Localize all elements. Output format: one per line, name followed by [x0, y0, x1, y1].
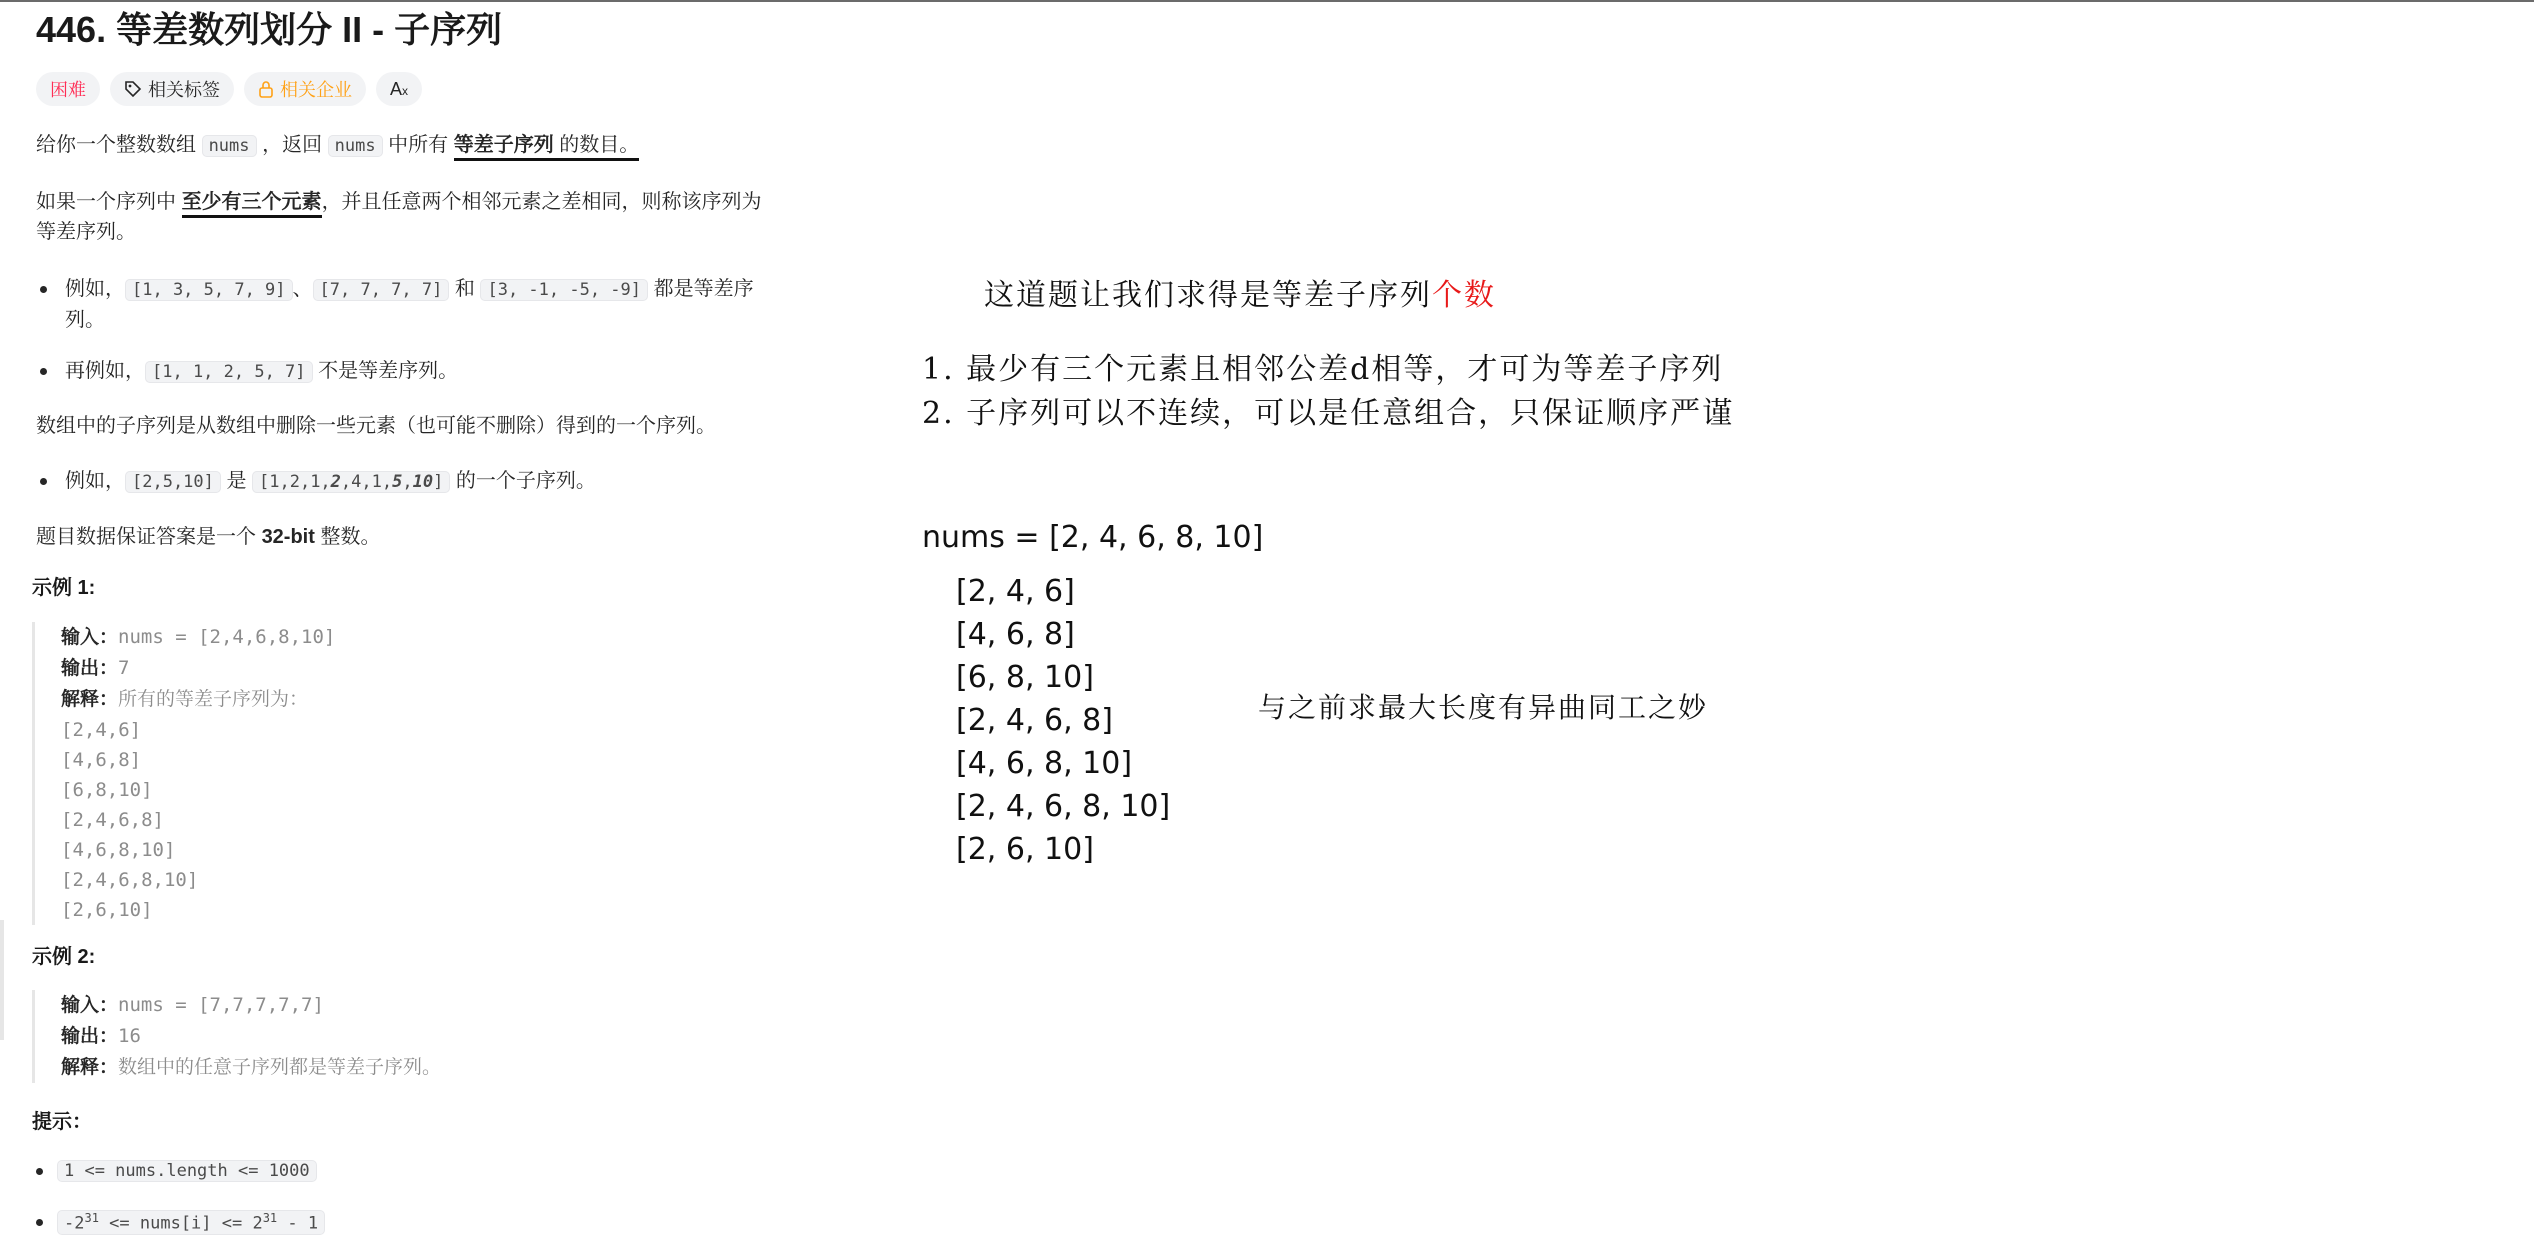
- font-size-icon: Ax: [390, 78, 409, 99]
- paragraph-guarantee: 题目数据保证答案是一个 32-bit 整数。: [36, 526, 381, 548]
- lock-icon: [258, 80, 274, 98]
- inline-code: nums: [202, 135, 257, 157]
- notes-subsequence: [4, 6, 8]: [956, 617, 1075, 652]
- difficulty-label: 困难: [50, 80, 86, 100]
- example-1-heading: 示例 1:: [32, 577, 96, 599]
- emphasis-text: 等差子序列: [453, 134, 554, 156]
- notes-example-array: nums = [2, 4, 6, 8, 10]: [922, 520, 1264, 555]
- bullet-icon: [36, 1168, 43, 1175]
- notes-subsequence: [2, 4, 6, 8]: [956, 703, 1113, 738]
- paragraph-definition: 如果一个序列中 至少有三个元素，并且任意两个相邻元素之差相同，则称该序列为等差序列。: [36, 191, 762, 243]
- emphasis-text: 至少有三个元素: [182, 191, 322, 218]
- notes-subsequence: [6, 8, 10]: [956, 660, 1094, 695]
- related-tags-label: 相关标签: [148, 80, 220, 100]
- scroll-indicator: [0, 920, 4, 1040]
- related-companies-label: 相关企业: [280, 80, 352, 100]
- related-tags-button[interactable]: [110, 72, 234, 106]
- difficulty-badge: [36, 72, 100, 106]
- notes-point-2: 2. 子序列可以不连续，可以是任意组合，只保证顺序严谨: [922, 396, 1735, 431]
- bullet-icon: [40, 478, 47, 485]
- tag-icon: [124, 80, 142, 98]
- inline-code: nums: [328, 135, 383, 157]
- bullet-icon: [36, 1219, 43, 1226]
- bullet-icon: [40, 286, 47, 293]
- related-companies-button[interactable]: [244, 72, 366, 106]
- tag-bar: [36, 72, 422, 106]
- constraint-item: $-2^{31}$ <= nums[i] <= $2^{31} - 1$: [32, 1210, 325, 1235]
- notes-point-1: 1. 最少有三个元素且相邻公差d相等，才可为等差子序列: [922, 352, 1724, 387]
- notes-title: 这道题让我们求得是等差子序列个数: [984, 278, 1496, 313]
- example-2-heading: 示例 2:: [32, 946, 96, 968]
- list-item: 例如， [1, 3, 5, 7, 9] 、 [7, 7, 7, 7] 和 [3, -1, -5, -9] 都是等差序列。: [36, 274, 756, 335]
- constraint-item: 1 <= nums.length <= 1000: [32, 1160, 317, 1182]
- list-item: 再例如， [1, 1, 2, 5, 7] 不是等差序列。: [36, 356, 756, 387]
- bullet-icon: [40, 368, 47, 375]
- list-item: 例如， [2,5,10] 是 [1,2,1,2,4,1,5,10] 的一个子序列。: [36, 466, 756, 497]
- notes-subsequence: [2, 6, 10]: [956, 832, 1094, 867]
- font-settings-button[interactable]: [376, 72, 422, 106]
- hints-heading: 提示：: [32, 1111, 92, 1133]
- problem-title[interactable]: 446. 等差数列划分 II - 子序列: [36, 9, 503, 50]
- notes-title-highlight: 个数: [1432, 278, 1496, 313]
- notes-subsequence: [2, 4, 6, 8, 10]: [956, 789, 1171, 824]
- paragraph-subsequence: 数组中的子序列是从数组中删除一些元素（也可能不删除）得到的一个序列。: [36, 415, 716, 437]
- notes-subsequence: [4, 6, 8, 10]: [956, 746, 1133, 781]
- notes-comparison: 与之前求最大长度有异曲同工之妙: [1258, 691, 1709, 724]
- example-1-block: 输入：nums = [2,4,6,8,10] 输出：7 解释：所有的等差子序列为： [2,4,6] [4,6,8] [6,8,10] [2,4,6,8] [4,6,8,10] [2,4,6,8,10] [2,6,10]: [32, 622, 335, 925]
- notes-subsequence: [2, 4, 6]: [956, 574, 1075, 609]
- paragraph-intro: 给你一个整数数组 nums ，返回 nums 中所有 等差子序列 的数目。: [36, 130, 776, 161]
- example-2-block: 输入：nums = [7,7,7,7,7] 输出：16 解释：数组中的任意子序列都是等差子序列。: [32, 990, 441, 1083]
